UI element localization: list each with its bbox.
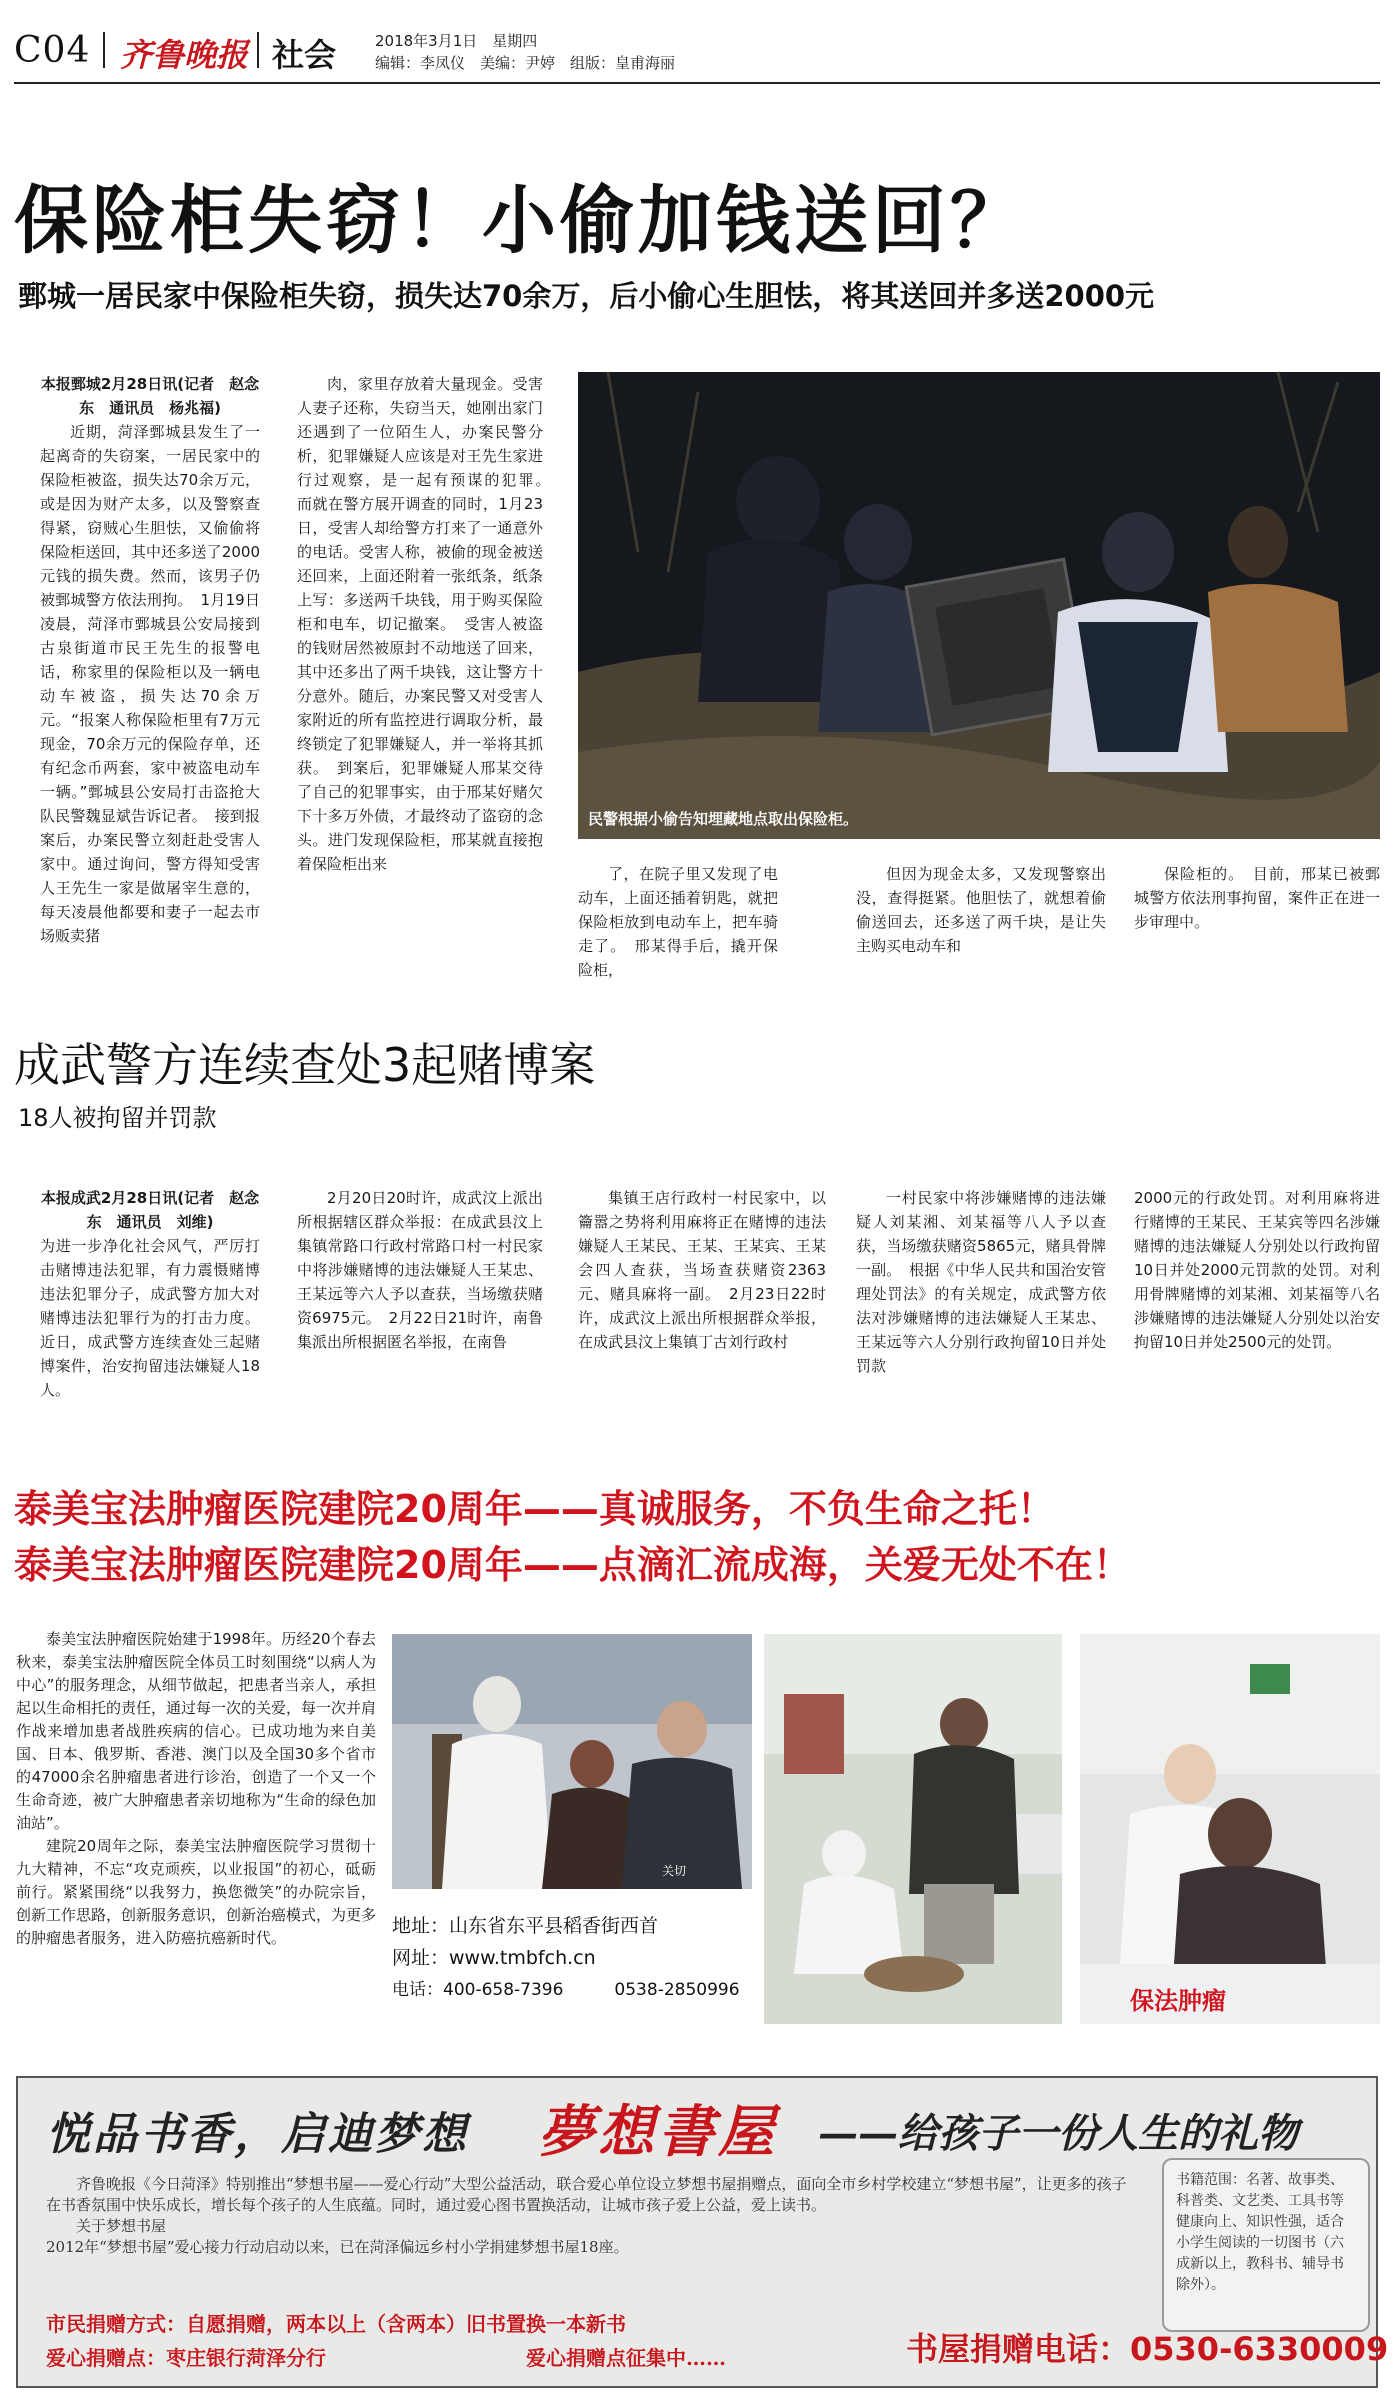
article1-column: 保险柜的。 目前，邢某已被鄄城警方依法刑事拘留，案件正在进一步审理中。 [1134,865,1380,931]
bookhouse-donation-method: 市民捐赠方式：自愿捐赠，两本以上（含两本）旧书置换一本新书 [46,2312,626,2336]
nurse-care-illustration [1080,1634,1380,2024]
issue-date: 2018年3月1日 星期四 [375,32,538,50]
article1-headline: 保险柜失窃！小偷加钱送回？ [14,178,1028,264]
page-number: C04 [14,30,91,71]
article1-photo [578,372,1380,839]
bookhouse-hotline: 书屋捐赠电话：0530-6330009 [906,2330,1389,2368]
bookhouse-ad [16,2076,1389,2388]
article1-column: 了，在院子里又发现了电动车，上面还插着钥匙，就把保险柜放到电动车上，把车骑走了。 邢某得手后，撬开保险柜， [578,865,778,979]
hospital-photo-nurse-care [1080,1634,1380,2024]
article2-column: 2000元的行政处罚。对利用麻将进行赌博的王某民、王某宾等四名涉嫌赌博的违法嫌疑人分别处以行政拘留10日并处2000元罚款的处罚。对利用骨牌赌博的刘某湘、刘某福等八名涉嫌赌博的违法嫌疑人分别处以治安拘留10日并处2500元的处罚。 [1134,1189,1380,1351]
bookhouse-scope: 书籍范围：名著、故事类、科普类、文艺类、工具书等健康向上、知识性强，适合小学生阅读的一切图书（六成新以上，教科书、辅导书除外）。 [1162,2158,1370,2332]
header-divider [257,32,259,68]
article1-column: 近期，菏泽鄄城县发生了一起离奇的失窃案，一居民家中的保险柜被盗，损失达70余万元，或是因为财产太多，以及警察查得紧，窃贼心生胆怯，又偷偷将保险柜送回，其中还多送了2000元钱的损失费。然而，该男子仍被鄄城警方依法刑拘。 1月19日凌晨，菏泽市鄄城县公安局接到古泉街道市民王先生的报警电话，称家里的保险柜以及一辆电动车被盗，损失达70余万元。“报案人称保险柜里有7万元现金，70余万元的保险存单，还有纪念币两套，家中被盗电动车一辆。”鄄城县公安局打击盗抢大队民警魏显斌告诉记者。 接到报案后，办案民警立刻赶赴受害人家中。通过询问，警方得知受害人王先生一家是做屠宰生意的，每天凌晨他都要和妻子一起去市场贩卖猪 [40,423,260,945]
article1-byline: 本报鄄城2月28日讯(记者 赵念东 通讯员 杨兆福) [40,375,260,417]
bookhouse-tagline: ——给孩子一份人生的礼物 [818,2110,1298,2157]
hospital-ad-headline: 泰美宝法肿瘤医院建院20周年——真诚服务，不负生命之托！ [14,1487,1055,1531]
article2-column: 为进一步净化社会风气，严厉打击赌博违法犯罪，有力震慑赌博违法犯罪分子，成武警方加大对赌博违法犯罪行为的打击力度。近日，成武警方连续查处三起赌博案件，治安拘留违法嫌疑人18人。 [40,1237,260,1399]
photo-tag: 关切 [661,1864,686,1878]
hospital-website[interactable]: 网址：www.tmbfch.cn [392,1947,596,1969]
header-divider [103,32,105,68]
hospital-ad-headline: 泰美宝法肿瘤医院建院20周年——点滴汇流成海，关爱无处不在！ [14,1543,1131,1587]
hospital-address: 地址：山东省东平县稻香街西首 [392,1915,659,1937]
night-scene-illustration [578,372,1380,839]
banner-text: 保法肿瘤 [1130,1987,1226,2015]
hospital-photo-doctor-visit [392,1634,752,1889]
hospital-phone: 电话：400-658-7396 0538-2850996 [392,1980,740,2000]
paper-logo: 齐鲁晚报 [120,36,249,74]
bookhouse-collecting: 爱心捐赠点征集中…… [526,2346,726,2370]
article1-subhead: 鄄城一居民家中保险柜失窃，损失达70余万，后小偷心生胆怯，将其送回并多送2000元 [18,279,1155,313]
hospital-photo-foot-bath [764,1634,1062,2024]
article2-column: 集镇王店行政村一村民家中，以籥嚣之势将利用麻将正在赌博的违法嫌疑人王某民、王某、王某宾、王某会四人查获，当场查获赌资2363元、赌具麻将一副。 2月23日22时许，成武汶上派出所根据群众举报，在成武县汶上集镇丁古刘行政村 [578,1189,826,1351]
bookhouse-brand: 夢想書屋 [538,2099,778,2165]
article2-column: 2月20日20时许，成武汶上派出所根据辖区群众举报：在成武县汶上集镇常路口行政村常路口村一村民家中将涉嫌赌博的违法嫌疑人王某忠、王某远等六人予以查获，当场缴获赌资6975元。 2月22日21时许，南鲁集派出所根据匿名举报，在南鲁 [297,1189,543,1351]
doctor-visit-illustration [392,1634,752,1889]
article2-headline: 成武警方连续查处3起赌博案 [14,1038,596,1092]
bookhouse-slogan: 悦品书香，启迪梦想 [46,2109,469,2160]
article2-byline: 本报成武2月28日讯(记者 赵念东 通讯员 刘维) [40,1189,260,1231]
editor-credits: 编辑：李凤仪 美编：尹婷 组版：皇甫海丽 [375,54,676,72]
header-rule [14,82,1380,84]
bookhouse-donation-point: 爱心捐赠点：枣庄银行菏泽分行 [46,2346,326,2370]
article2-subhead: 18人被拘留并罚款 [18,1104,217,1132]
hospital-ad-body: 泰美宝法肿瘤医院始建于1998年。历经20个春去秋来，泰美宝法肿瘤医院全体员工时刻围绕“以病人为中心”的服务理念，从细节做起，把患者当亲人，承担起以生命相托的责任，通过每一次的关爱，每一次并肩作战来增加患者战胜疾病的信心。已成功地为来自美国、日本、俄罗斯、香港、澳门以及全国30多个省市的47000余名肿瘤患者进行诊治，创造了一个又一个生命奇迹，被广大肿瘤患者亲切地称为“生命的绿色加油站”。 建院20周年之际，泰美宝法肿瘤医院学习贯彻十九大精神，不忘“攻克顽疾，以业报国”的初心，砥砺前行。紧紧围绕“以我努力，换您微笑”的办院宗旨，创新工作思路，创新服务意识，创新治癌模式，为更多的肿瘤患者服务，进入防癌抗癌新时代。 [16,1630,377,1947]
foot-bath-illustration [764,1634,1062,2024]
article1-column: 肉，家里存放着大量现金。受害人妻子还称，失窃当天，她刚出家门还遇到了一位陌生人，办案民警分析，犯罪嫌疑人应该是对王先生家进行过观察，是一起有预谋的犯罪。 而就在警方展开调查的同时，1月23日，受害人却给警方打来了一通意外的电话。受害人称，被偷的现金被送还回来，上面还附着一张纸条，纸条上写：多送两千块钱，用于购买保险柜和电车，切记撤案。 受害人被盗的钱财居然被原封不动地送了回来，其中还多出了两千块钱，这让警方十分意外。随后，办案民警又对受害人家附近的所有监控进行调取分析，最终锁定了犯罪嫌疑人，并一举将其抓获。 到案后，犯罪嫌疑人邢某交待了自己的犯罪事实，由于邢某好赌欠下十多万外债，才最终动了盗窃的念头。进门发现保险柜，邢某就直接抱着保险柜出来 [297,375,559,873]
article2-column: 一村民家中将涉嫌赌博的违法嫌疑人刘某湘、刘某福等八人予以查获，当场缴获赌资5865元，赌具骨牌一副。 根据《中华人民共和国治安管理处罚法》的有关规定，成武警方依法对涉嫌赌博的违法嫌疑人王某忠、王某远等六人分别行政拘留10日并处罚款 [856,1189,1106,1375]
section-name: 社会 [272,36,337,74]
article1-photo-caption: 民警根据小偷告知埋藏地点取出保险柜。 [588,810,859,828]
bookhouse-body: 齐鲁晚报《今日菏泽》特别推出“梦想书屋——爱心行动”大型公益活动，联合爱心单位设立梦想书屋捐赠点，面向全市乡村学校建立“梦想书屋”，让更多的孩子在书香氛围中快乐成长，增长每个孩子的人生底蕴。同时，通过爱心图书置换活动，让城市孩子爱上公益，爱上读书。 关于梦想书屋 2012年“梦想书屋”爱心接力行动启动以来，已在菏泽偏远乡村小学捐建梦想书屋18座。 [46,2175,1127,2256]
article1-column: 但因为现金太多，又发现警察出没，查得挺紧。他胆怯了，就想着偷偷送回去，还多送了两千块，是让失主购买电动车和 [856,865,1106,955]
